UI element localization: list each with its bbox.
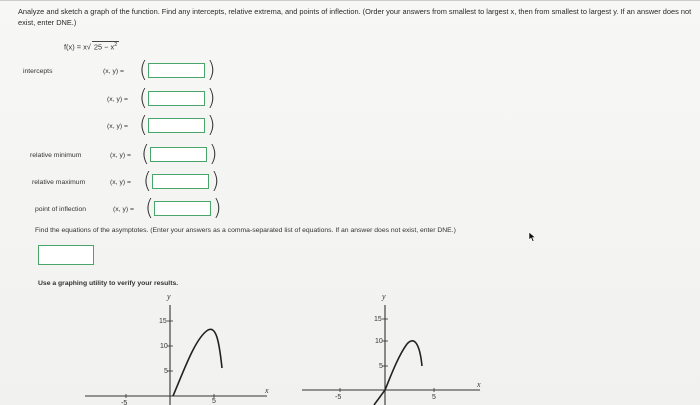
asymptotes-input[interactable]	[38, 245, 94, 265]
close-paren: )	[211, 169, 220, 194]
y-tick-label: 10	[375, 338, 383, 345]
point-of-inflection-label: point of inflection	[35, 206, 87, 213]
graph-2-svg	[302, 290, 492, 405]
sqrt-symbol: √	[86, 42, 91, 52]
graph-option-2[interactable]	[302, 290, 492, 405]
asymptotes-prompt: Find the equations of the asymptotes. (Enter your answers as a comma-separated list of equations. If an answer does not exist, enter DNE.)	[35, 227, 456, 234]
function-lhs: f(x) = x	[64, 42, 87, 52]
xy-label: (x, y) =	[113, 206, 134, 213]
intercepts-label: intercepts	[23, 68, 53, 75]
intercept-3-input[interactable]	[148, 118, 205, 133]
close-paren: )	[209, 142, 218, 167]
function-curve	[385, 341, 422, 390]
x-axis-label: x	[477, 380, 481, 389]
open-paren: (	[143, 169, 152, 194]
graphing-utility-note: Use a graphing utility to verify your results.	[38, 280, 179, 287]
xy-label: (x, y) =	[110, 152, 131, 159]
top-divider	[0, 0, 700, 1]
x-tick-label: 5	[432, 394, 436, 401]
xy-label: (x, y) =	[110, 179, 131, 186]
x-tick-label: 5	[212, 398, 216, 405]
y-tick-label: 15	[374, 316, 382, 323]
intercept-1-input[interactable]	[148, 63, 205, 78]
y-axis-label: y	[167, 292, 171, 301]
graph-option-1[interactable]	[85, 288, 275, 405]
xy-label: (x, y) =	[107, 96, 128, 103]
open-paren: (	[139, 58, 148, 83]
mouse-cursor-icon	[528, 232, 536, 242]
point-of-inflection-input[interactable]	[154, 201, 211, 216]
xy-label: (x, y) =	[103, 68, 124, 75]
y-tick-label: 5	[379, 363, 383, 370]
function-radicand	[92, 41, 119, 51]
relative-minimum-label: relative minimum	[30, 152, 82, 159]
y-tick-label: 5	[164, 368, 168, 375]
y-tick-label: 10	[160, 343, 168, 350]
close-paren: )	[207, 113, 216, 138]
xy-label: (x, y) =	[107, 123, 128, 130]
radicand-text: 25 − x	[93, 42, 115, 52]
graph-1-svg	[85, 288, 275, 405]
x-axis-label: x	[265, 386, 269, 395]
relative-maximum-input[interactable]	[152, 174, 209, 189]
open-paren: (	[139, 86, 148, 111]
radicand-exponent: 2	[114, 42, 118, 48]
function-definition	[64, 41, 119, 51]
x-tick-label: -5	[335, 394, 342, 401]
close-paren: )	[207, 58, 216, 83]
instructions-text: Analyze and sketch a graph of the function. Find any intercepts, relative extrema, and points of inflection. (Order your answers from smallest to largest x, then from smallest to largest y. If an answer does not exist, enter DNE.)	[18, 7, 692, 27]
y-axis-label: y	[382, 292, 386, 301]
open-paren: (	[145, 196, 154, 221]
function-curve-left	[374, 390, 385, 405]
function-curve	[173, 329, 222, 396]
relative-minimum-input[interactable]	[150, 147, 207, 162]
y-tick-label: 15	[159, 318, 167, 325]
intercept-2-input[interactable]	[148, 91, 205, 106]
open-paren: (	[139, 113, 148, 138]
close-paren: )	[213, 196, 222, 221]
open-paren: (	[141, 142, 150, 167]
x-tick-label: -5	[121, 400, 128, 405]
relative-maximum-label: relative maximum	[32, 179, 86, 186]
close-paren: )	[207, 86, 216, 111]
